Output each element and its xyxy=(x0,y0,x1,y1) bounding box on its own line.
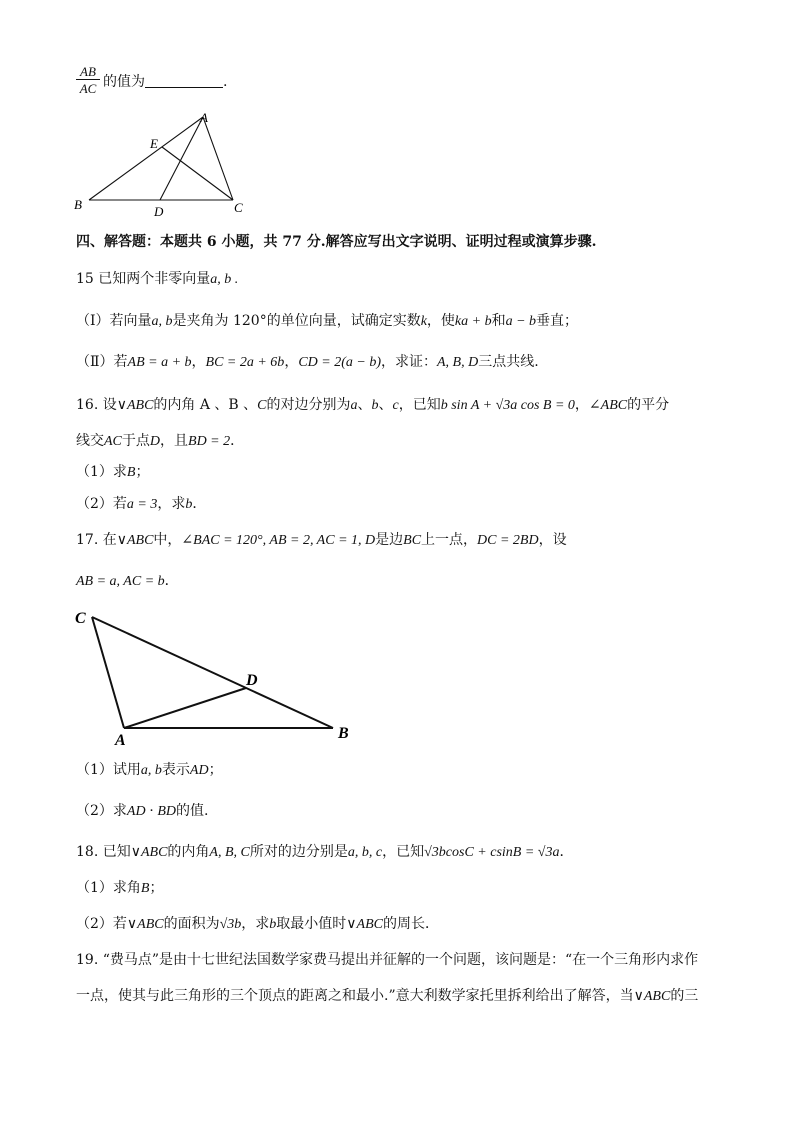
triangle-figure-1 xyxy=(70,108,260,220)
q19-line1: 19. “费马点”是由十七世纪法国数学家费马提出并征解的一个问题，该问题是：“在一个三角形内求作 xyxy=(76,952,699,968)
q18-p2-d: √3b xyxy=(219,917,242,932)
q18-p2-a: （2）若∨ xyxy=(76,916,138,932)
q15-part1 xyxy=(76,311,578,332)
edge-AC xyxy=(203,117,233,200)
q18-p2-b: ABC xyxy=(137,917,164,932)
q17-l1-c: 中， xyxy=(153,532,182,548)
q18-p1-c: ； xyxy=(149,880,164,896)
q16-l1-i: 、 xyxy=(378,397,393,413)
q14-end: . xyxy=(223,74,228,90)
q16-l2-e: ，且 xyxy=(160,433,189,449)
q18-p1-b: B xyxy=(140,881,150,896)
q15-p1-a: （Ⅰ）若向量 xyxy=(76,313,152,329)
q16-p2-b: a = 3 xyxy=(126,497,158,512)
q15-p2-d: BC = 2a + 6b xyxy=(205,355,285,370)
q15-stem xyxy=(76,269,238,290)
q17-line2 xyxy=(76,571,179,592)
segment-AD xyxy=(160,117,203,200)
q18-l1-f: a, b, c xyxy=(347,845,383,860)
q17-l1-i: ，设 xyxy=(538,532,567,548)
q15-p2-i: 三点共线. xyxy=(478,354,539,370)
q16-l1-l: b sin A + √3a cos B = 0 xyxy=(440,398,575,413)
q17-p2-a: （2）求 xyxy=(76,803,127,819)
ratio-fraction xyxy=(76,64,100,97)
q18-p2-e: ，求 xyxy=(241,916,270,932)
q18-p2-f: b xyxy=(269,917,277,932)
q16-p1-b: B xyxy=(126,465,136,480)
q16-line2 xyxy=(76,431,244,452)
q19-l2-c: 的三 xyxy=(670,988,699,1004)
q16-l1-f: a xyxy=(350,398,358,413)
q14-text: 的值为 xyxy=(103,74,145,90)
section-heading: 四、解答题：本题共 6 小题，共 77 分.解答应写出文字说明、证明过程或演算步骤. xyxy=(76,234,597,250)
label-A: A xyxy=(115,732,126,749)
q15-p1-i: 垂直； xyxy=(536,313,579,329)
label-A: A xyxy=(200,110,208,125)
q18-p2-i: 的周长． xyxy=(383,916,439,932)
q18-p2-g: 取最小值时∨ xyxy=(276,916,357,932)
q19-l2-b: ABC xyxy=(643,989,671,1004)
q15-p2-g: ，求证： xyxy=(380,354,437,370)
q18-l1-g: ，已知 xyxy=(382,844,425,860)
q17-part2 xyxy=(76,801,209,822)
label-C: C xyxy=(234,200,243,215)
q15-p1-d: k xyxy=(420,314,427,329)
q17-l1-b: ABC xyxy=(126,533,154,548)
q17-p1-a: （1）试用 xyxy=(76,762,141,778)
q17-l1-d: ∠BAC = 120°, AB = 2, AC = 1, D xyxy=(181,533,376,548)
q16-p1-a: （1）求 xyxy=(76,464,127,480)
q16-l2-a: 线交 xyxy=(76,433,104,449)
q18-l1-d: A, B, C xyxy=(209,845,250,860)
q18-l1-h: √3bcosC + csinB = √3a xyxy=(424,845,560,860)
q15-p2-b: AB = a + b xyxy=(127,355,192,370)
q16-l1-o: 的平分 xyxy=(627,397,670,413)
q15-p1-c: 是夹角为 120°的单位向量，试确定实数 xyxy=(172,313,421,329)
q15-p2-f: CD = 2(a − b) xyxy=(298,355,381,370)
label-E: E xyxy=(150,136,158,151)
q16-l2-g: ． xyxy=(230,433,245,449)
q16-l1-e: 的对边分别为 xyxy=(266,397,351,413)
q16-l1-k: ，已知 xyxy=(398,397,441,413)
q16-l1-j: c xyxy=(392,398,399,413)
q17-l2: AB = a, AC = b xyxy=(76,574,165,589)
q18-l1-c: 的内角 xyxy=(167,844,210,860)
q16-l1-n: ABC xyxy=(600,398,628,413)
q15-part2 xyxy=(76,352,539,373)
segment-AD xyxy=(124,688,246,728)
q16-l2-b: AC xyxy=(104,434,122,449)
q16-line1 xyxy=(76,395,669,416)
label-D: D xyxy=(154,204,164,219)
q15-p2-h: A, B, D xyxy=(436,355,479,370)
q16-l1-m: ，∠ xyxy=(574,397,601,413)
q15-p1-e: ，使 xyxy=(426,313,455,329)
label-B: B xyxy=(74,197,82,212)
q17-part1 xyxy=(76,760,223,781)
label-D: D xyxy=(246,672,258,689)
segment-EC xyxy=(162,147,233,200)
q19-line2 xyxy=(76,986,698,1007)
q16-l2-d: D xyxy=(149,434,161,449)
q17-p1-b: a, b xyxy=(140,763,162,778)
label-C: C xyxy=(75,610,86,627)
q15-p1-b: a, b xyxy=(151,314,173,329)
q18-l1-b: ABC xyxy=(140,845,168,860)
q18-l1-i: ． xyxy=(559,844,574,860)
label-B: B xyxy=(338,725,349,742)
q16-p2-a: （2）若 xyxy=(76,496,127,512)
q16-l1-a: 16. 设∨ xyxy=(76,397,127,413)
triangle-figure-2 xyxy=(70,604,360,750)
q15-stem-text: 15 已知两个非零向量 xyxy=(76,271,211,287)
q17-line1 xyxy=(76,530,567,551)
q16-l2-f: BD = 2 xyxy=(188,434,231,449)
q17-p1-e: ； xyxy=(208,762,223,778)
q17-l1-a: 17. 在∨ xyxy=(76,532,127,548)
q18-part1 xyxy=(76,878,163,899)
q15-p2-a: （Ⅱ）若 xyxy=(76,354,128,370)
q16-p2-c: ，求 xyxy=(157,496,186,512)
q18-l1-a: 18. 已知∨ xyxy=(76,844,141,860)
fraction-numerator: AB xyxy=(76,64,100,80)
q16-l1-g: 、 xyxy=(357,397,372,413)
q17-p2-b: AD ⋅ BD xyxy=(126,804,177,819)
q15-p2-e: ， xyxy=(284,354,299,370)
q16-p2-d: b xyxy=(185,497,193,512)
q15-p1-g: 和 xyxy=(491,313,506,329)
q18-l1-e: 所对的边分别是 xyxy=(249,844,348,860)
q17-l1-e: 是边 xyxy=(375,532,404,548)
q17-p1-d: AD xyxy=(189,763,209,778)
q18-p1-a: （1）求角 xyxy=(76,880,141,896)
q16-l1-b: ABC xyxy=(126,398,154,413)
edge-BA xyxy=(89,117,203,200)
q16-l2-c: 于点 xyxy=(121,433,150,449)
q17-l2-end: ． xyxy=(164,573,179,589)
answer-blank[interactable] xyxy=(145,73,223,88)
q18-part2 xyxy=(76,914,439,935)
q18-line1 xyxy=(76,842,573,863)
q18-p2-h: ABC xyxy=(356,917,383,932)
q19-l2-a: 一点，使其与此三角形的三个顶点的距离之和最小.”意大利数学家托里拆利给出了解答，当∨ xyxy=(76,988,644,1004)
q17-l1-g: 上一点， xyxy=(421,532,478,548)
q16-l1-c: 的内角 A 、B 、 xyxy=(153,397,258,413)
q14-answer-line xyxy=(103,72,227,92)
q16-p1-c: ； xyxy=(135,464,150,480)
q15-p1-f: ka + b xyxy=(454,314,492,329)
q15-p1-h: a − b xyxy=(505,314,537,329)
q16-l1-h: b xyxy=(371,398,379,413)
fraction-denominator: AC xyxy=(79,81,97,96)
q16-l1-d: C xyxy=(257,398,267,413)
q18-p2-c: 的面积为 xyxy=(163,916,220,932)
edge-CB xyxy=(92,617,333,728)
q17-p1-c: 表示 xyxy=(161,762,190,778)
q16-part1 xyxy=(76,462,149,483)
q17-l1-f: BC xyxy=(403,533,422,548)
q17-l1-h: DC = 2BD xyxy=(477,533,539,548)
edge-CA xyxy=(92,617,124,728)
q15-stem-math: a, b . xyxy=(210,272,239,287)
q15-p2-c: ， xyxy=(191,354,206,370)
q16-part2 xyxy=(76,494,206,515)
q17-p2-c: 的值. xyxy=(176,803,209,819)
q16-p2-e: ． xyxy=(192,496,207,512)
